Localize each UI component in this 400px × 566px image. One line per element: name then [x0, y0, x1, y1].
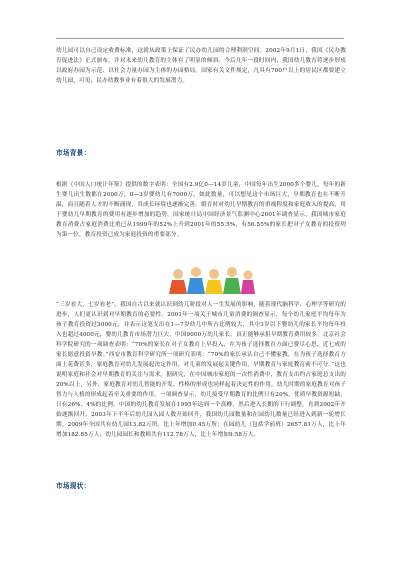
market-background-heading: 市场背景： [56, 149, 91, 157]
child-figure [187, 267, 205, 294]
child-figure [223, 267, 241, 294]
child-figure [169, 269, 187, 294]
market-background-paragraph-1 [56, 180, 346, 240]
intro-text: 幼儿园可以自己设定收费标准，这就从政策上保证了民办幼儿园的合理利润空间。2002年9月1日，我国《民办教育促进法》正式颁布，并对未来幼儿教育的主体有了明显的倾斜。今后几年一段时间内，我国幼儿教育将逐步形成以政府办园为示范、以社会力量办园为主体的办园格局。国家有关文件规定，凡具有700户以上的居民区都要建立幼儿园，可见，民办幼教事业有着很大的发展潜力。 [56, 48, 346, 84]
market-status-heading: 市场现状： [56, 482, 91, 490]
market-background-text-1: 根据《中国人口统计年鉴》提供的数字表明：全国有2.9亿0—14岁儿童，中国每年出生2000多个婴儿，每年的新生婴儿出生数都在2000万，0—3岁婴幼儿有7000万，如此数量，可以想见这个市场巨大，早期教育也在不断升温，而且随着人才的不断涌现，其成长环境也逐渐完善。婚育时对幼儿早期教育的重视程度和家庭收入的提高，用于婴幼儿早期教育的费用有逐步增加的趋势。国家统计局中国经济景气监测中心2001年调查显示，我国城市家庭教育消费占家庭消费比重已从1999年的52%上升到2001年的55.5%，有56.55%的家长把对子女教育的投资列为第一位，教育投资已成为家庭投资的重要部分。 [56, 182, 346, 238]
header-rule [56, 38, 344, 39]
child-figure [205, 269, 223, 294]
children-illustration [166, 260, 256, 300]
market-background-paragraph-2 [56, 300, 346, 440]
market-background-text-2: “三岁看大，七岁看老”，我国自古以来就认识到幼儿阶段对人一生发展的影响，随着现代脑科学、心理学等研究的进步，人们更认识到对早期教育的必要性。2001年一项关于城市儿童消费的调查显示，每个幼儿家庭平均每年为孩子教育投资过3000元，并表示这笔支出在1—7岁幼儿中所占比例较大，其中3岁以下婴幼儿的家长平均每年投入也超过4000元，婴幼儿教育市场潜力巨大，中国9000万幼儿家长，真正能够承担早期教育费用较多。北京社会科学院研究的一项调查表明：“70%的家长在对子女教育上早投入、在为孩子选择教育方面已费尽心思，近七成的家长愿意投资早教。”西安市教育科学研究所一项研究表明：“70%的家长承认自己不懂家教，在为孩子选择教育方面上花费甚多，家庭教育对幼儿发展起决定作用，对儿童的发展起关键作用，早期教育与家庭教育密不可分。”这也说明家庭和社会对早期教育的关注与需求。据研究，在中国城市家庭的一次性消费中，教育支出约占家庭总支出的20%以上，另外，家庭教育对幼儿智能的开发、性格的形成也同样起着决定性的作用。幼儿时期的家庭教育对孩子智力与人格的形成起着至关重要的作用，一项调查显示，幼儿接受早期教育的比例只有20%，优质早教资源短缺，只有26%、4%的比例。中国的幼儿教育发展在1995年达到一个高峰，然后进入长期的下行调整，直到2002年开始逐渐回升。2003年下半年后幼儿园入园人数开始回升，我国幼儿园数量和在园幼儿数量已经进入到新一轮增长期。2009年全国共有幼儿园13.82万所，比上年增加0.45万所；在园幼儿（包括学前班）2657.81万人，比上年增加182.85万人；幼儿园园长和教师共有112.78万人，比上年增加9.58万人。 [56, 302, 346, 438]
intro-paragraph [56, 46, 346, 86]
child-figure [241, 271, 255, 295]
